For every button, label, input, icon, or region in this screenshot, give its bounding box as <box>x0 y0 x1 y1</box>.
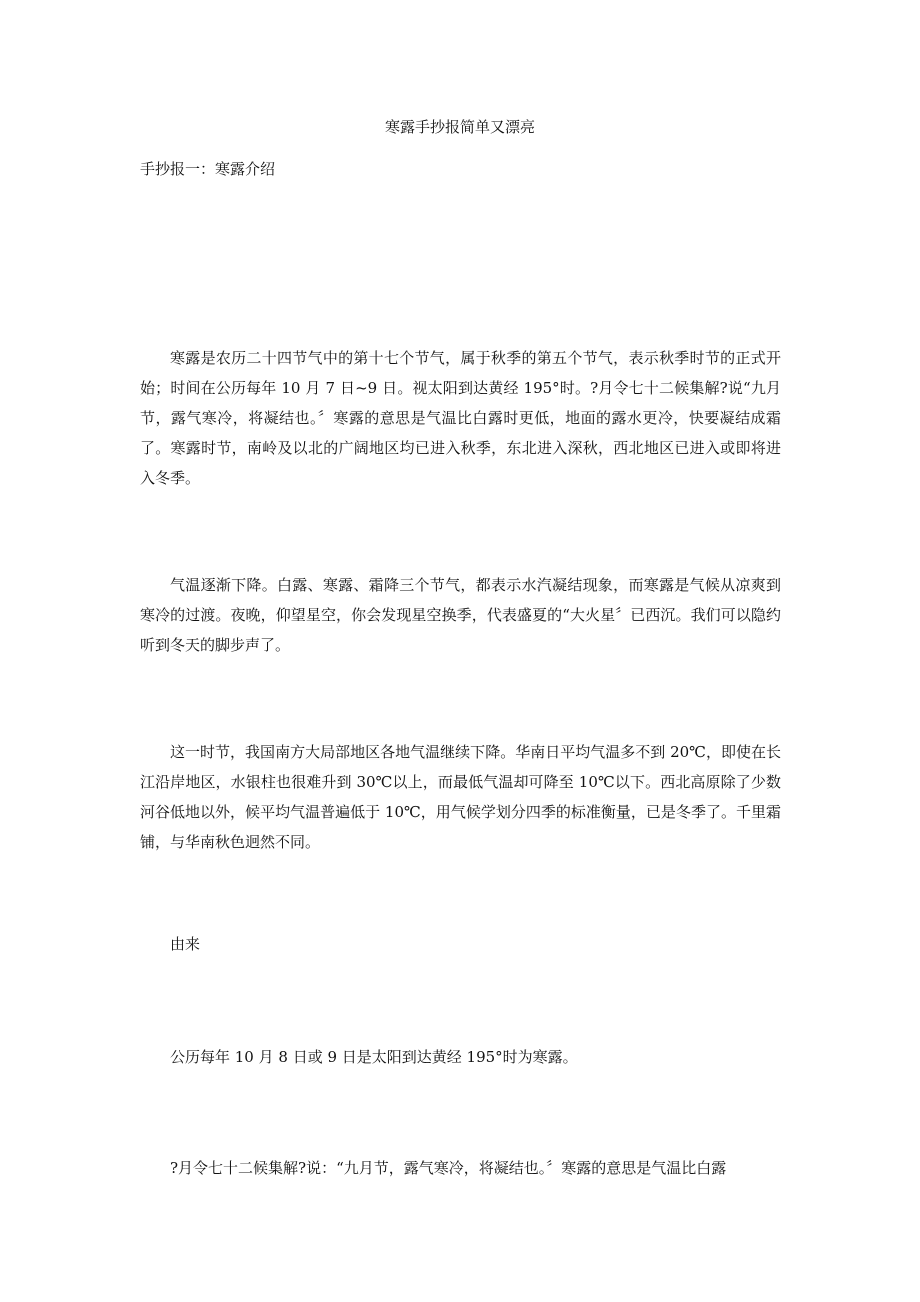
paragraph-temperature: 气温逐渐下降。白露、寒露、霜降三个节气，都表示水汽凝结现象，而寒露是气候从凉爽到寒冷的过渡。夜晚，仰望星空，你会发现星空换季，代表盛夏的“大火星〞已西沉。我们可以隐约听到冬天的脚步声了。 <box>140 576 781 654</box>
section-heading: 手抄报一：寒露介绍 <box>140 160 276 178</box>
paragraph-climate: 这一时节，我国南方大局部地区各地气温继续下降。华南日平均气温多不到 20℃，即使在长江沿岸地区，水银柱也很难升到 30℃以上，而最低气温却可降至 10℃以下。西北高原除了少数河谷低地以外，候平均气温普遍低于 10℃，用气候学划分四季的标准衡量，已是冬季了。千里霜铺，与华南秋色迥然不同。 <box>140 743 781 851</box>
document-title: 寒露手抄报简单又漂亮 <box>384 118 535 136</box>
paragraph-origin-date: 公历每年 10 月 8 日或 9 日是太阳到达黄经 195°时为寒露。 <box>170 1048 578 1066</box>
paragraph-intro: 寒露是农历二十四节气中的第十七个节气，属于秋季的第五个节气，表示秋季时节的正式开始；时间在公历每年 10 月 7 日~9 日。视太阳到达黄经 195°时。?月令七十二候集解?说“九月节，露气寒冷，将凝结也。〞寒露的意思是气温比白露时更低，地面的露水更冷，快要凝结成霜了。寒露时节，南岭及以北的广阔地区均已进入秋季，东北进入深秋，西北地区已进入或即将进入冬季。 <box>140 349 781 487</box>
paragraph-origin-quote: ?月令七十二候集解?说：“九月节，露气寒冷，将凝结也。〞寒露的意思是气温比白露 <box>170 1159 727 1177</box>
paragraph-origin-heading: 由来 <box>170 935 201 953</box>
